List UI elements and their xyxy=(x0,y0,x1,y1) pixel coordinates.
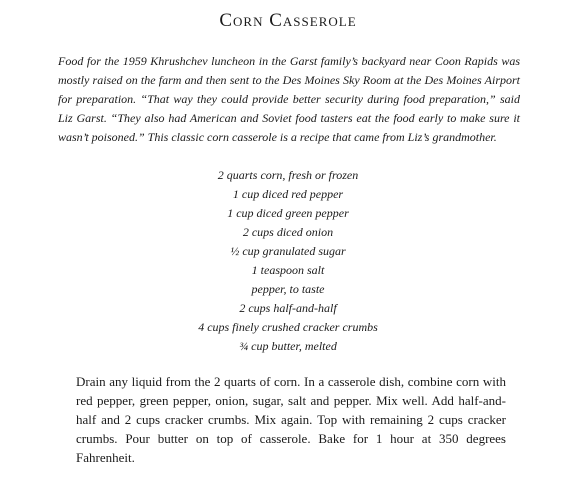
ingredient-item: 2 cups diced onion xyxy=(242,225,334,239)
recipe-directions: Drain any liquid from the 2 quarts of corn. In a casserole dish, combine corn with red pepper, green pepper, onion, sugar, salt and pepper. Mix well. Add half-and-half and 2 cups cracker crumbs. Mix again. Top with remaining 2 cups cracker crumbs. Pour butter on top of casserole. Bake for 1 hour at 350 degrees Fahrenheit. xyxy=(76,374,506,465)
ingredient-item: 2 cups half-and-half xyxy=(239,301,337,315)
ingredient-item: 4 cups finely crushed cracker crumbs xyxy=(198,320,378,334)
ingredient-list xyxy=(0,166,576,356)
ingredient-item: 1 cup diced red pepper xyxy=(232,187,344,201)
ingredient-item: 1 teaspoon salt xyxy=(251,263,325,277)
ingredient-item: ¾ cup butter, melted xyxy=(239,339,337,353)
recipe-intro: Food for the 1959 Khrushchev luncheon in the Garst family’s backyard near Coon Rapids was mostly raised on the farm and then sent to the Des Moines Sky Room at the Des Moines Airport for preparation. “That way they could provide better security during food preparation,” said Liz Garst. “They also had American and Soviet food tasters eat the food early to make sure it wasn’t poisoned.” This classic corn casserole is a recipe that came from Liz’s grandmother. xyxy=(58,54,520,144)
ingredient-item: ½ cup granulated sugar xyxy=(230,244,346,258)
ingredient-item: pepper, to taste xyxy=(251,282,325,296)
recipe-title: Corn Casserole xyxy=(219,10,357,31)
ingredient-item: 2 quarts corn, fresh or frozen xyxy=(217,168,359,182)
ingredient-item: 1 cup diced green pepper xyxy=(227,206,349,220)
